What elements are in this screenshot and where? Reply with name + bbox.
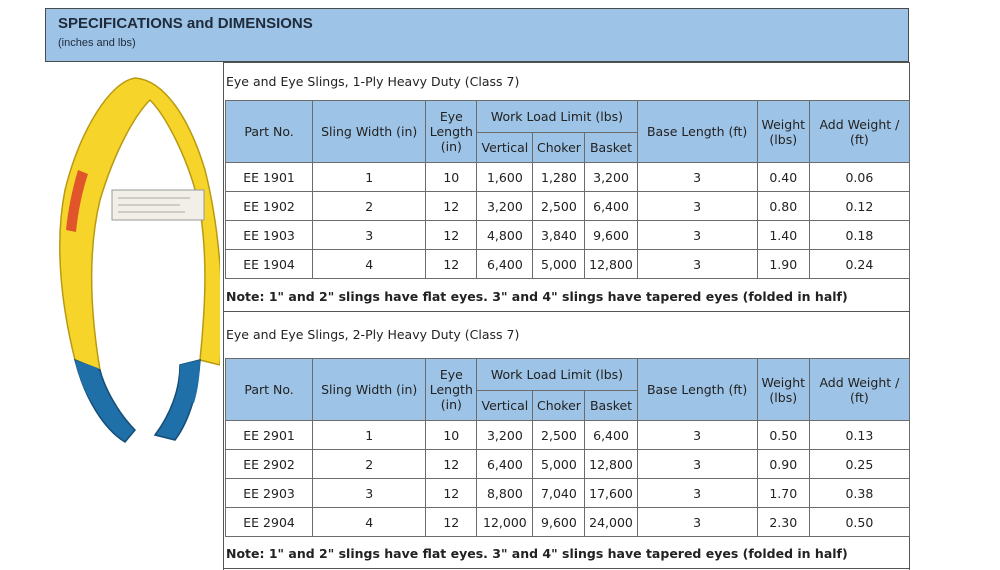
col-vertical: Vertical [477,133,533,163]
cell-part: EE 2901 [226,421,313,450]
cell-width: 3 [313,479,426,508]
cell-base: 3 [637,421,757,450]
col-eye-length: Eye Length (in) [426,101,477,163]
cell-basket: 9,600 [585,221,637,250]
cell-choker: 5,000 [533,250,585,279]
cell-base: 3 [637,508,757,537]
col-part-no: Part No. [226,101,313,163]
col-choker: Choker [533,391,585,421]
cell-width: 4 [313,250,426,279]
cell-basket: 6,400 [585,192,637,221]
cell-choker: 3,840 [533,221,585,250]
cell-part: EE 1902 [226,192,313,221]
cell-base: 3 [637,450,757,479]
cell-vertical: 6,400 [477,450,533,479]
col-base-length: Base Length (ft) [637,359,757,421]
cell-weight: 1.70 [757,479,809,508]
cell-add: 0.12 [809,192,909,221]
divider [223,62,910,63]
table-row [226,479,910,508]
cell-add: 0.18 [809,221,909,250]
col-wll: Work Load Limit (lbs) [477,101,637,133]
col-base-length: Base Length (ft) [637,101,757,163]
cell-part: EE 2904 [226,508,313,537]
cell-weight: 0.40 [757,163,809,192]
table-row [226,421,910,450]
cell-base: 3 [637,479,757,508]
section-1-title: Eye and Eye Slings, 1-Ply Heavy Duty (Class 7) [226,74,520,89]
cell-base: 3 [637,163,757,192]
cell-choker: 7,040 [533,479,585,508]
col-add-weight: Add Weight / (ft) [809,101,909,163]
cell-eye: 12 [426,479,477,508]
cell-eye: 10 [426,421,477,450]
cell-choker: 2,500 [533,421,585,450]
cell-basket: 6,400 [585,421,637,450]
cell-add: 0.06 [809,163,909,192]
col-weight: Weight (lbs) [757,359,809,421]
sling-photo [40,70,220,450]
cell-vertical: 8,800 [477,479,533,508]
col-weight: Weight (lbs) [757,101,809,163]
spec-table-2ply [225,358,910,537]
divider [223,311,910,312]
section-2-title: Eye and Eye Slings, 2-Ply Heavy Duty (Class 7) [226,327,520,342]
col-part-no: Part No. [226,359,313,421]
cell-choker: 2,500 [533,192,585,221]
col-sling-width: Sling Width (in) [313,101,426,163]
cell-vertical: 12,000 [477,508,533,537]
cell-width: 3 [313,221,426,250]
cell-base: 3 [637,221,757,250]
cell-weight: 0.80 [757,192,809,221]
spec-table-1ply [225,100,910,279]
cell-part: EE 1904 [226,250,313,279]
cell-part: EE 1901 [226,163,313,192]
cell-width: 2 [313,450,426,479]
cell-add: 0.50 [809,508,909,537]
cell-add: 0.25 [809,450,909,479]
col-sling-width: Sling Width (in) [313,359,426,421]
col-basket: Basket [585,133,637,163]
spec-title: SPECIFICATIONS and DIMENSIONS [58,15,313,32]
cell-vertical: 1,600 [477,163,533,192]
col-add-weight: Add Weight / (ft) [809,359,909,421]
table-row [226,450,910,479]
cell-weight: 0.90 [757,450,809,479]
cell-choker: 1,280 [533,163,585,192]
divider [223,568,910,569]
cell-weight: 1.90 [757,250,809,279]
cell-add: 0.24 [809,250,909,279]
cell-width: 1 [313,421,426,450]
spec-header [45,8,909,62]
col-vertical: Vertical [477,391,533,421]
cell-basket: 12,800 [585,250,637,279]
cell-width: 1 [313,163,426,192]
spec-units: (inches and lbs) [58,37,136,49]
section-1-note: Note: 1" and 2" slings have flat eyes. 3" and 4" slings have tapered eyes (folded in half) [226,289,848,304]
cell-add: 0.13 [809,421,909,450]
cell-width: 2 [313,192,426,221]
cell-choker: 9,600 [533,508,585,537]
table-row [226,192,910,221]
cell-choker: 5,000 [533,450,585,479]
cell-eye: 10 [426,163,477,192]
col-choker: Choker [533,133,585,163]
cell-base: 3 [637,192,757,221]
cell-weight: 2.30 [757,508,809,537]
cell-basket: 17,600 [585,479,637,508]
cell-part: EE 2902 [226,450,313,479]
cell-eye: 12 [426,250,477,279]
table-row [226,250,910,279]
cell-weight: 0.50 [757,421,809,450]
cell-width: 4 [313,508,426,537]
cell-add: 0.38 [809,479,909,508]
cell-part: EE 2903 [226,479,313,508]
cell-weight: 1.40 [757,221,809,250]
cell-basket: 3,200 [585,163,637,192]
cell-basket: 24,000 [585,508,637,537]
table-row [226,508,910,537]
cell-vertical: 3,200 [477,192,533,221]
col-basket: Basket [585,391,637,421]
cell-basket: 12,800 [585,450,637,479]
cell-vertical: 3,200 [477,421,533,450]
cell-eye: 12 [426,221,477,250]
cell-eye: 12 [426,508,477,537]
cell-vertical: 4,800 [477,221,533,250]
cell-base: 3 [637,250,757,279]
col-eye-length: Eye Length (in) [426,359,477,421]
cell-part: EE 1903 [226,221,313,250]
cell-vertical: 6,400 [477,250,533,279]
cell-eye: 12 [426,450,477,479]
cell-eye: 12 [426,192,477,221]
col-wll: Work Load Limit (lbs) [477,359,637,391]
section-2-note: Note: 1" and 2" slings have flat eyes. 3" and 4" slings have tapered eyes (folded in half) [226,546,848,561]
table-row [226,163,910,192]
table-row [226,221,910,250]
